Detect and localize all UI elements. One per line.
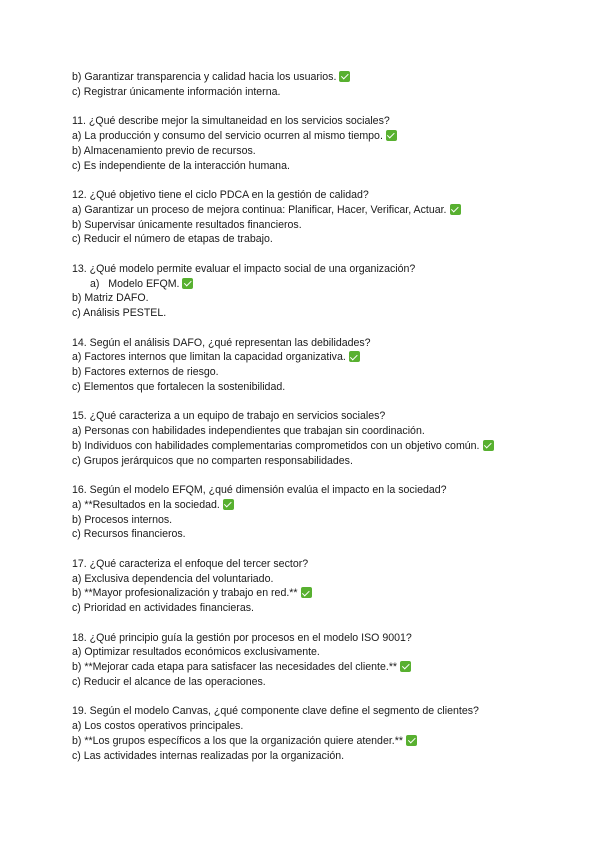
answer-option [72, 572, 572, 587]
answer-option [72, 144, 572, 159]
answer-option [72, 675, 572, 690]
question-text: 15. ¿Qué caracteriza a un equipo de trabajo en servicios sociales? [72, 410, 386, 423]
answer-option-text: a) Optimizar resultados económicos exclusivamente. [72, 646, 320, 659]
answer-option-text: a) Factores internos que limitan la capacidad organizativa. [72, 351, 346, 364]
intro-line-text: b) Garantizar transparencia y calidad hacia los usuarios. [72, 71, 337, 83]
answer-option-text: a) Los costos operativos principales. [72, 720, 244, 733]
answer-option-text: c) Es independiente de la interacción humana. [72, 159, 290, 172]
answer-option-text: c) Grupos jerárquicos que no comparten responsabilidades. [72, 454, 353, 467]
intro-line [72, 70, 572, 85]
answer-option [72, 645, 572, 660]
answer-option-text: c) Reducir el alcance de las operaciones. [72, 676, 266, 689]
answer-option-text: c) Recursos financieros. [72, 528, 186, 541]
question-text: 17. ¿Qué caracteriza el enfoque del tercer sector? [72, 557, 309, 570]
check-mark-icon [450, 204, 461, 215]
question-text: 14. Según el análisis DAFO, ¿qué representan las debilidades? [72, 336, 371, 349]
answer-option-text: b) **Mayor profesionalización y trabajo en red.** [72, 587, 298, 600]
question-block [72, 409, 572, 468]
check-mark-icon [386, 130, 397, 141]
check-mark-icon [182, 278, 193, 289]
answer-option [72, 380, 572, 395]
check-mark-icon [301, 587, 312, 598]
answer-option [72, 527, 572, 542]
check-mark-icon [400, 661, 411, 672]
answer-option-text: b) Procesos internos. [72, 513, 173, 526]
answer-option-text: b) Matriz DAFO. [72, 292, 149, 305]
answer-option [72, 365, 572, 380]
answer-option [72, 586, 572, 601]
answer-option [72, 159, 572, 174]
question-block [72, 262, 572, 321]
answer-option [72, 277, 572, 292]
question-block [72, 557, 572, 616]
answer-option-text: a) Exclusiva dependencia del voluntariado. [72, 572, 274, 585]
answer-option [72, 350, 572, 365]
answer-option [72, 734, 572, 749]
answer-option-text: a) Garantizar un proceso de mejora continua: Planificar, Hacer, Verificar, Actuar. [72, 203, 447, 216]
document-page [72, 70, 572, 778]
question-text: 12. ¿Qué objetivo tiene el ciclo PDCA en la gestión de calidad? [72, 188, 369, 201]
answer-option [72, 719, 572, 734]
question-block [72, 188, 572, 247]
answer-option-text: c) Las actividades internas realizadas por la organización. [72, 749, 345, 762]
question-block [72, 704, 572, 763]
answer-option [72, 660, 572, 675]
intro-line [72, 85, 572, 100]
check-mark-icon [339, 71, 350, 82]
answer-option [72, 291, 572, 306]
intro-line-text: c) Registrar únicamente información interna. [72, 85, 281, 98]
question-block [72, 336, 572, 395]
answer-option [72, 749, 572, 764]
intro-block [72, 70, 572, 100]
answer-option-text: c) Análisis PESTEL. [72, 307, 167, 320]
answer-option [72, 439, 572, 454]
question-text: 18. ¿Qué principio guía la gestión por procesos en el modelo ISO 9001? [72, 631, 412, 644]
answer-option [72, 306, 572, 321]
answer-option [72, 454, 572, 469]
check-mark-icon [483, 440, 494, 451]
answer-option [72, 498, 572, 513]
answer-option [72, 424, 572, 439]
answer-option-text: a) **Resultados en la sociedad. [72, 498, 220, 511]
answer-option-text: b) Factores externos de riesgo. [72, 366, 219, 379]
answer-option-text: c) Prioridad en actividades financieras. [72, 602, 254, 615]
answer-option [72, 203, 572, 218]
answer-option-text: b) Individuos con habilidades complementarias comprometidos con un objetivo común. [72, 439, 480, 452]
question-text: 11. ¿Qué describe mejor la simultaneidad en los servicios sociales? [72, 115, 390, 128]
answer-option-text: a) Modelo EFQM. [90, 277, 180, 290]
answer-option-text: b) **Los grupos específicos a los que la organización quiere atender.** [72, 735, 403, 748]
answer-option-text: b) Supervisar únicamente resultados financieros. [72, 218, 302, 231]
answer-option [72, 232, 572, 247]
answer-option [72, 513, 572, 528]
answer-option [72, 601, 572, 616]
question-text: 16. Según el modelo EFQM, ¿qué dimensión evalúa el impacto en la sociedad? [72, 484, 447, 497]
question-block [72, 483, 572, 542]
question-block [72, 631, 572, 690]
answer-option-text: c) Elementos que fortalecen la sostenibilidad. [72, 380, 286, 393]
answer-option-text: b) Almacenamiento previo de recursos. [72, 144, 256, 157]
question-text: 13. ¿Qué modelo permite evaluar el impacto social de una organización? [72, 262, 416, 275]
question-block [72, 114, 572, 173]
answer-option-text: b) **Mejorar cada etapa para satisfacer las necesidades del cliente.** [72, 661, 398, 674]
answer-option [72, 218, 572, 233]
check-mark-icon [349, 351, 360, 362]
answer-option-text: a) Personas con habilidades independientes que trabajan sin coordinación. [72, 425, 425, 438]
answer-option-text: a) La producción y consumo del servicio ocurren al mismo tiempo. [72, 129, 383, 142]
answer-option-text: c) Reducir el número de etapas de trabajo. [72, 233, 273, 246]
questions-list [72, 114, 572, 763]
answer-option [72, 129, 572, 144]
check-mark-icon [406, 735, 417, 746]
check-mark-icon [223, 499, 234, 510]
question-text: 19. Según el modelo Canvas, ¿qué componente clave define el segmento de clientes? [72, 705, 479, 718]
